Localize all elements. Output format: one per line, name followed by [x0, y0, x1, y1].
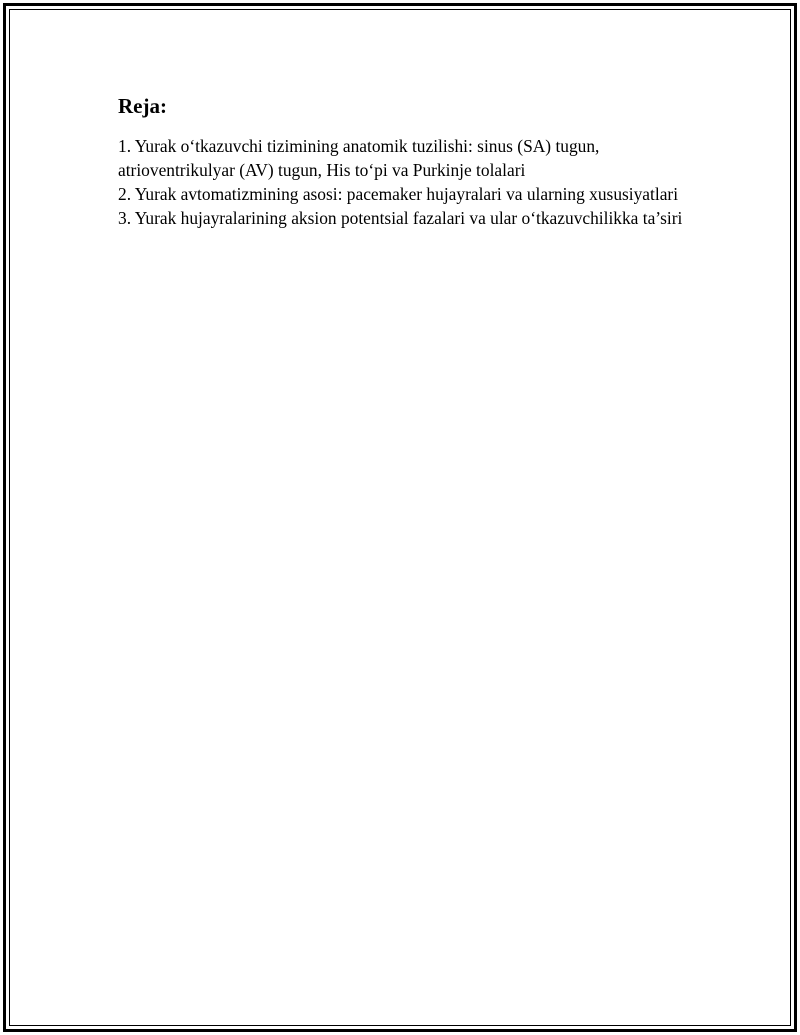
plan-item-2: 2. Yurak avtomatizmining asosi: pacemaker hujayralari va ularning xususiyatlari [118, 184, 679, 204]
plan-item-3: 3. Yurak hujayralarining aksion potentsial fazalari va ular o‘tkazuvchilikka ta’siri [118, 208, 683, 228]
plan-list [118, 134, 688, 230]
plan-section [118, 92, 688, 230]
plan-heading: Reja: [118, 94, 167, 118]
plan-item-1: 1. Yurak o‘tkazuvchi tizimining anatomik tuzilishi: sinus (SA) tugun, atrioventrikulyar (AV) tugun, His to‘pi va Purkinje tolalari [118, 136, 600, 180]
